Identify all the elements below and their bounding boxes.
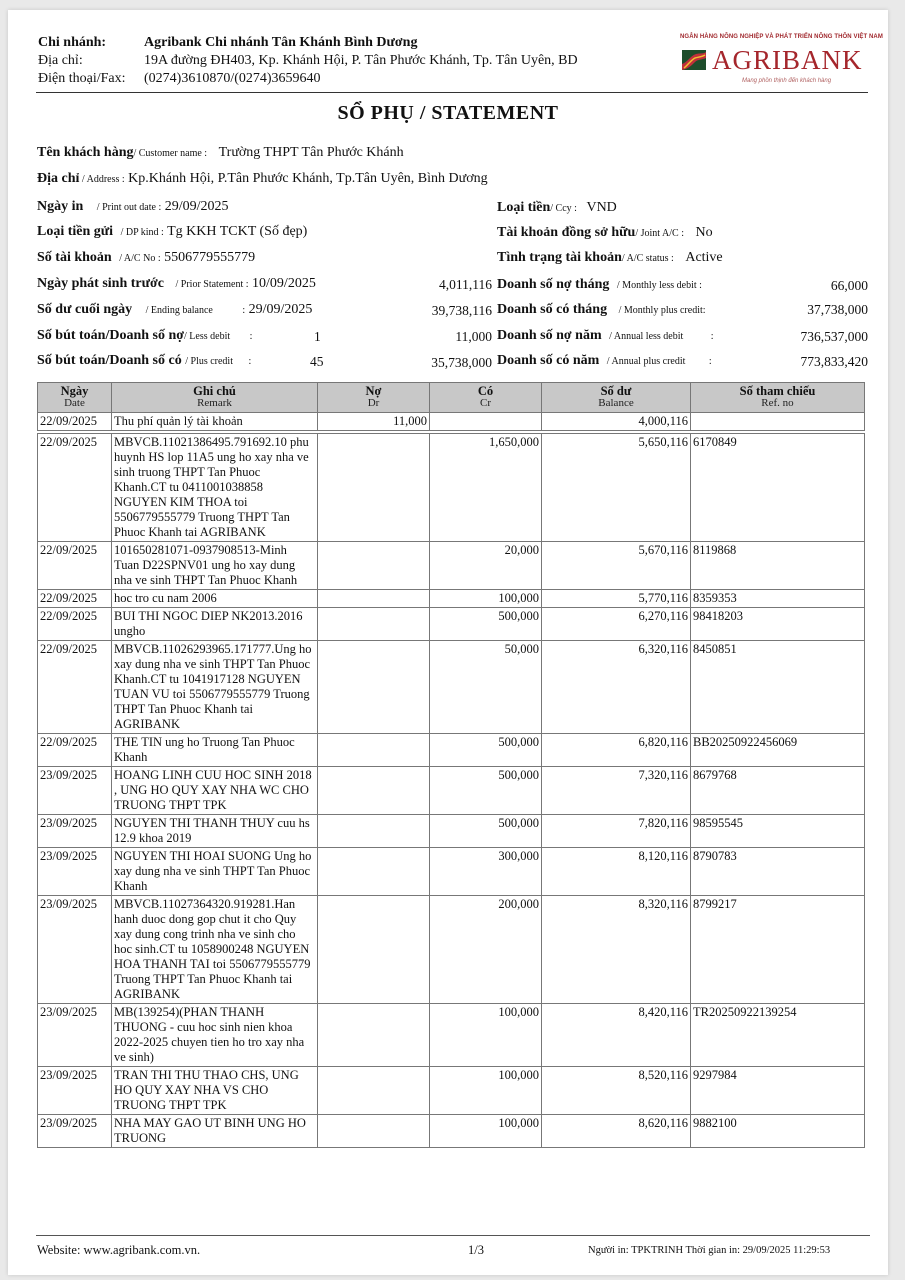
table-row: [38, 608, 865, 641]
cell-ref: 98418203: [691, 608, 865, 641]
account-status: Active: [685, 250, 723, 265]
cell-ref: 8450851: [691, 641, 865, 734]
cell-remark: NHA MAY GAO UT BINH UNG HO TRUONG: [112, 1115, 318, 1148]
cell-ref: 8679768: [691, 767, 865, 815]
account-number-row: [37, 250, 255, 266]
monthly-debit-value: 66,000: [830, 278, 868, 293]
ending-balance-label: Số dư cuối ngày: [37, 302, 133, 317]
plus-credit-amount: 35,738,000: [431, 355, 492, 370]
page-title: SỔ PHỤ / STATEMENT: [337, 102, 559, 124]
table-row: [38, 641, 865, 734]
prior-statement-sub: / Prior Statement :: [175, 279, 249, 290]
dp-kind-sub: / DP kind :: [120, 227, 164, 238]
cell-debit: [318, 608, 430, 641]
annual-debit-label: Doanh số nợ năm: [497, 328, 602, 343]
print-date-label: Ngày in: [37, 199, 84, 214]
cell-ref: 8359353: [691, 590, 865, 608]
cell-remark: NGUYEN THI HOAI SUONG Ung ho xay dung nha ve sinh THPT Tan Phuoc Khanh: [112, 848, 318, 896]
statement-page: [8, 10, 888, 1275]
table-row: [38, 1115, 865, 1148]
agribank-emblem-icon: [682, 50, 706, 70]
cell-debit: 11,000: [318, 413, 430, 431]
currency-label: Loại tiền: [497, 200, 551, 215]
cell-debit: [318, 590, 430, 608]
print-date-sub: / Print out date :: [96, 202, 162, 213]
cell-remark: BUI THI NGOC DIEP NK2013.2016 ungho: [112, 608, 318, 641]
prior-statement-label: Ngày phát sinh trước: [37, 276, 164, 291]
transactions-table: [37, 382, 865, 1148]
cell-credit: 500,000: [430, 767, 542, 815]
cell-ref: 98595545: [691, 815, 865, 848]
cell-debit: [318, 896, 430, 1004]
annual-credit-colon: :: [708, 356, 712, 367]
col-header-ref: Số tham chiếu Ref. no: [691, 383, 865, 413]
logo-slogan: Mang phồn thịnh đến khách hàng: [742, 78, 832, 84]
table-row: [38, 896, 865, 1004]
annual-debit-colon: :: [710, 331, 714, 342]
branch-address-label: Địa chỉ:: [38, 53, 83, 68]
cell-date: 23/09/2025: [38, 815, 112, 848]
transactions-table-wrap: [37, 382, 864, 1148]
account-number: 5506779555779: [164, 250, 256, 265]
customer-address: Kp.Khánh Hội, P.Tân Phước Khánh, Tp.Tân Uyên, Bình Dương: [128, 171, 488, 186]
cell-balance: 5,650,116: [542, 434, 691, 542]
dp-kind-label: Loại tiền gửi: [37, 224, 114, 239]
cell-debit: [318, 1067, 430, 1115]
table-row: [38, 590, 865, 608]
cell-debit: [318, 434, 430, 542]
currency-sub: / Ccy :: [550, 203, 577, 214]
cell-date: 22/09/2025: [38, 608, 112, 641]
cell-balance: 7,820,116: [542, 815, 691, 848]
plus-credit-row: [37, 353, 251, 369]
branch-name: Agribank Chi nhánh Tân Khánh Bình Dương: [144, 35, 418, 50]
monthly-credit-value: 37,738,000: [807, 302, 868, 317]
cell-date: 22/09/2025: [38, 590, 112, 608]
monthly-credit-row: [497, 302, 706, 318]
table-header-row: [38, 383, 865, 413]
col-header-remark: Ghi chú Remark: [112, 383, 318, 413]
cell-ref: 9882100: [691, 1115, 865, 1148]
cell-date: 23/09/2025: [38, 896, 112, 1004]
joint-account-label: Tài khoản đồng sở hữu: [497, 225, 636, 240]
cell-remark: hoc tro cu nam 2006: [112, 590, 318, 608]
branch-label: Chi nhánh:: [38, 35, 107, 50]
cell-debit: [318, 815, 430, 848]
cell-date: 22/09/2025: [38, 434, 112, 542]
ending-balance-date: 29/09/2025: [248, 302, 313, 317]
cell-credit: 500,000: [430, 815, 542, 848]
annual-debit-row: [497, 328, 714, 344]
agribank-logo: [672, 34, 883, 90]
cell-balance: 6,320,116: [542, 641, 691, 734]
cell-debit: [318, 734, 430, 767]
plus-credit-count: 45: [310, 354, 324, 369]
cell-remark: 101650281071-0937908513-Minh Tuan D22SPNV01 ung ho xay dung nha ve sinh THPT Tan Phuoc Khanh: [112, 542, 318, 590]
cell-remark: NGUYEN THI THANH THUY cuu hs 12.9 khoa 2019: [112, 815, 318, 848]
cell-remark: MBVCB.11021386495.791692.10 phu huynh HS lop 11A5 ung ho xay nha ve sinh truong THPT Tan Phuoc Khanh.CT tu 0411001038858 NGUYEN KIM THOA toi 5506779555779 Truong THPT Tan Phuoc Khanh tai AGRIBANK: [112, 434, 318, 542]
customer-name-label: Tên khách hàng: [37, 145, 134, 160]
cell-remark: TRAN THI THU THAO CHS, UNG HO QUY XAY NHA VS CHO TRUONG THPT TPK: [112, 1067, 318, 1115]
branch-phone: (0274)3610870/(0274)3659640: [144, 71, 321, 86]
prior-statement-amount: 4,011,116: [439, 277, 492, 292]
ending-balance-sub: / Ending balance: [145, 305, 213, 316]
plus-credit-label: Số bút toán/Doanh số có: [37, 353, 182, 368]
cell-ref: [691, 413, 865, 431]
dp-kind-row: [37, 224, 307, 240]
monthly-credit-sub: / Monthly plus credit:: [618, 305, 706, 316]
monthly-credit-label: Doanh số có tháng: [497, 302, 608, 317]
cell-date: 22/09/2025: [38, 542, 112, 590]
footer-website: Website: www.agribank.com.vn.: [37, 1243, 201, 1257]
print-date: 29/09/2025: [164, 199, 229, 214]
cell-balance: 4,000,116: [542, 413, 691, 431]
cell-balance: 8,120,116: [542, 848, 691, 896]
less-debit-amount: 11,000: [455, 329, 492, 344]
joint-account-sub: / Joint A/C :: [635, 228, 684, 239]
cell-balance: 8,520,116: [542, 1067, 691, 1115]
account-number-sub: / A/C No :: [119, 253, 161, 264]
cell-remark: MBVCB.11026293965.171777.Ung ho xay dung nha ve sinh THPT Tan Phuoc Khanh.CT tu 1041917128 NGUYEN TUAN VU toi 5506779555779 Truong THPT Tan Phuoc Khanh tai AGRIBANK: [112, 641, 318, 734]
annual-credit-row: [497, 353, 712, 369]
cell-credit: 100,000: [430, 590, 542, 608]
cell-ref: TR20250922139254: [691, 1004, 865, 1067]
plus-credit-colon: :: [248, 356, 252, 367]
table-row: [38, 848, 865, 896]
cell-date: 23/09/2025: [38, 1067, 112, 1115]
branch-phone-label: Điện thoại/Fax:: [38, 71, 126, 86]
table-row: [38, 815, 865, 848]
cell-date: 22/09/2025: [38, 413, 112, 431]
cell-balance: 8,620,116: [542, 1115, 691, 1148]
col-header-credit: Có Cr: [430, 383, 542, 413]
cell-debit: [318, 641, 430, 734]
cell-balance: 5,670,116: [542, 542, 691, 590]
plus-credit-sub: / Plus credit: [185, 356, 233, 367]
cell-remark: Thu phí quản lý tài khoản: [112, 413, 318, 431]
cell-credit: 500,000: [430, 608, 542, 641]
cell-credit: 200,000: [430, 896, 542, 1004]
table-row: [38, 734, 865, 767]
col-header-date: Ngày Date: [38, 383, 112, 413]
cell-ref: 8790783: [691, 848, 865, 896]
cell-remark: MBVCB.11027364320.919281.Han hanh duoc dong gop chut it cho Quy xay dung cong trinh nha ve sinh cho hoc sinh.CT tu 1058900248 NGUYEN HOA THANH TAI toi 5506779555779 Truong THPT Tan Phuoc Khanh tai AGRIBANK: [112, 896, 318, 1004]
less-debit-sub: / Less debit: [184, 331, 231, 342]
cell-ref: 8119868: [691, 542, 865, 590]
monthly-debit-label: Doanh số nợ tháng: [497, 277, 610, 292]
footer-page-number: 1/3: [468, 1243, 484, 1257]
table-row: [38, 413, 865, 431]
cell-debit: [318, 542, 430, 590]
cell-debit: [318, 1004, 430, 1067]
col-header-debit: Nợ Dr: [318, 383, 430, 413]
prior-statement-row: [37, 276, 316, 292]
account-status-label: Tình trạng tài khoản: [497, 250, 622, 265]
cell-credit: 50,000: [430, 641, 542, 734]
less-debit-count: 1: [314, 329, 321, 344]
cell-ref: BB20250922456069: [691, 734, 865, 767]
cell-date: 23/09/2025: [38, 1115, 112, 1148]
annual-credit-label: Doanh số có năm: [497, 353, 600, 368]
cell-credit: 500,000: [430, 734, 542, 767]
cell-date: 22/09/2025: [38, 641, 112, 734]
ending-balance-amount: 39,738,116: [431, 303, 492, 318]
cell-ref: 6170849: [691, 434, 865, 542]
less-debit-label: Số bút toán/Doanh số nợ: [37, 328, 185, 343]
col-header-balance: Số dư Balance: [542, 383, 691, 413]
cell-remark: MB(139254)(PHAN THANH THUONG - cuu hoc sinh nien khoa 2022-2025 chuyen tien ho tro xay nha ve sinh): [112, 1004, 318, 1067]
print-date-row: [37, 199, 229, 215]
cell-balance: 8,420,116: [542, 1004, 691, 1067]
transactions-body: [38, 413, 865, 1148]
cell-credit: 100,000: [430, 1115, 542, 1148]
table-row: [38, 1067, 865, 1115]
ending-balance-colon: :: [242, 305, 246, 316]
table-row: [38, 434, 865, 542]
cell-balance: 6,270,116: [542, 608, 691, 641]
ending-balance-row: [37, 302, 312, 318]
table-row: [38, 542, 865, 590]
cell-credit: 100,000: [430, 1004, 542, 1067]
account-status-row: [497, 250, 723, 266]
annual-credit-sub: / Annual plus credit: [606, 356, 686, 367]
cell-balance: 8,320,116: [542, 896, 691, 1004]
branch-info: [38, 34, 578, 88]
customer-name-sub: / Customer name :: [133, 148, 208, 159]
cell-date: 22/09/2025: [38, 734, 112, 767]
cell-debit: [318, 767, 430, 815]
cell-balance: 5,770,116: [542, 590, 691, 608]
annual-debit-value: 736,537,000: [800, 329, 868, 344]
logo-name: AGRIBANK: [712, 45, 863, 75]
cell-credit: [430, 413, 542, 431]
cell-credit: 300,000: [430, 848, 542, 896]
customer-address-row: [37, 171, 488, 187]
cell-debit: [318, 1115, 430, 1148]
customer-name: Trường THPT Tân Phước Khánh: [218, 145, 404, 160]
branch-address: 19A đường ĐH403, Kp. Khánh Hội, P. Tân Phước Khánh, Tp. Tân Uyên, BD: [144, 53, 578, 68]
annual-debit-sub: / Annual less debit: [609, 331, 684, 342]
footer-printed-by: Người in: TPKTRINH Thời gian in: 29/09/2025 11:29:53: [588, 1245, 831, 1256]
footer-divider: [36, 1235, 870, 1236]
joint-account-row: [497, 225, 713, 241]
currency: VND: [586, 200, 617, 215]
monthly-debit-row: [497, 277, 702, 293]
dp-kind: Tg KKH TCKT (Số đẹp): [167, 224, 308, 239]
currency-row: [497, 200, 617, 216]
cell-credit: 100,000: [430, 1067, 542, 1115]
less-debit-row: [37, 328, 252, 344]
logo-tagline: NGÂN HÀNG NÔNG NGHIỆP VÀ PHÁT TRIỂN NÔNG THÔN VIỆT NAM: [680, 34, 883, 40]
less-debit-colon: :: [249, 331, 253, 342]
customer-address-sub: / Address :: [79, 174, 125, 185]
header-divider: [36, 92, 868, 93]
cell-credit: 20,000: [430, 542, 542, 590]
cell-date: 23/09/2025: [38, 1004, 112, 1067]
cell-date: 23/09/2025: [38, 848, 112, 896]
cell-balance: 6,820,116: [542, 734, 691, 767]
cell-ref: 9297984: [691, 1067, 865, 1115]
cell-debit: [318, 848, 430, 896]
cell-remark: THE TIN ung ho Truong Tan Phuoc Khanh: [112, 734, 318, 767]
cell-balance: 7,320,116: [542, 767, 691, 815]
cell-ref: 8799217: [691, 896, 865, 1004]
customer-address-label: Địa chỉ: [37, 171, 80, 186]
table-row: [38, 1004, 865, 1067]
joint-account: No: [695, 225, 713, 240]
annual-credit-value: 773,833,420: [800, 354, 868, 369]
account-status-sub: / A/C status :: [621, 253, 674, 264]
customer-name-row: [37, 145, 404, 161]
account-number-label: Số tài khoản: [37, 250, 112, 265]
cell-credit: 1,650,000: [430, 434, 542, 542]
cell-remark: HOANG LINH CUU HOC SINH 2018 , UNG HO QUY XAY NHA WC CHO TRUONG THPT TPK: [112, 767, 318, 815]
table-row: [38, 767, 865, 815]
cell-date: 23/09/2025: [38, 767, 112, 815]
prior-statement-date: 10/09/2025: [252, 276, 316, 291]
monthly-debit-sub: / Monthly less debit :: [616, 280, 702, 291]
